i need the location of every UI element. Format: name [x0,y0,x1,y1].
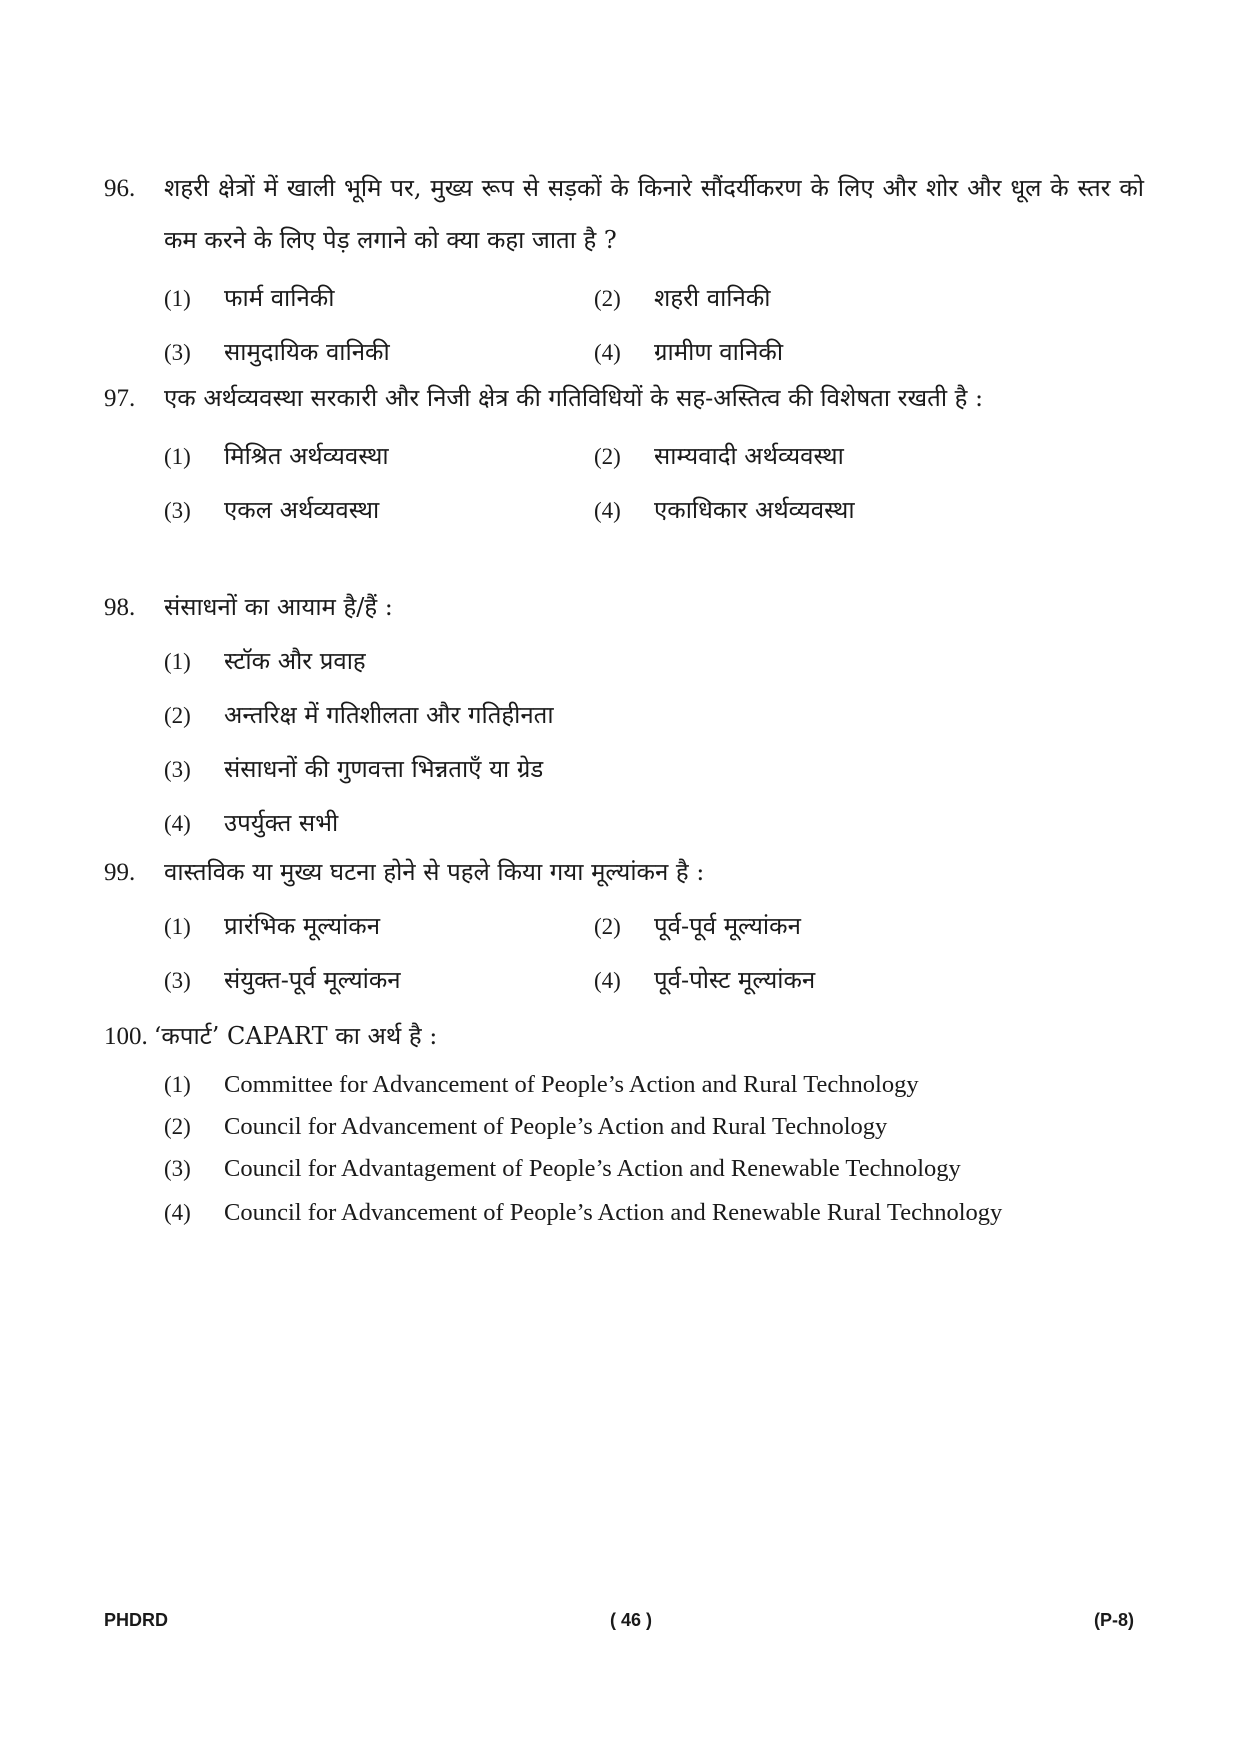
question-text: ‘कपार्ट’ CAPART का अर्थ है : [153,1022,438,1050]
paper-set: (P-8) [1094,1610,1134,1630]
option-1[interactable] [164,644,366,677]
option-text: Council for Advantagement of People’s Action and Renewable Technology [224,1155,961,1182]
option-label: (1) [164,285,191,311]
question-number: 97. [104,385,136,412]
option-4[interactable] [594,335,1024,368]
option-label: (4) [594,497,621,523]
option-label: (2) [594,285,621,311]
option-text: संसाधनों की गुणवत्ता भिन्नताएँ या ग्रेड [224,754,544,783]
option-label: (4) [164,810,191,836]
option-1[interactable] [164,1071,919,1099]
question-text: शहरी क्षेत्रों में खाली भूमि पर, मुख्य रूप से सड़कों के किनारे सौंदर्यीकरण के लिए और शोर और धूल के स्तर को कम करने के लिए पेड़ लगाने को क्या कहा जाता है ? [164,174,1144,254]
page-number: ( 46 ) [610,1610,653,1630]
question-text: वास्तविक या मुख्य घटना होने से पहले किया गया मूल्यांकन है : [164,858,705,886]
options [164,270,1144,378]
option-label: (4) [164,1200,191,1225]
option-label: (4) [594,339,621,365]
options [164,428,1144,536]
option-text: शहरी वानिकी [654,283,771,312]
option-label: (2) [594,443,621,469]
option-2[interactable] [164,1113,887,1141]
option-3[interactable] [164,752,543,785]
question-number: 99. [104,859,136,886]
option-label: (2) [164,1114,191,1139]
option-label: (2) [164,702,191,728]
option-label: (3) [164,1156,191,1181]
option-1[interactable] [164,439,594,472]
option-text: स्टॉक और प्रवाह [224,646,366,675]
option-text: फार्म वानिकी [224,283,335,312]
question-number: 98. [104,594,136,621]
option-label: (1) [164,648,191,674]
option-label: (3) [164,339,191,365]
option-2[interactable] [164,698,554,731]
question-number: 100. [104,1023,148,1050]
option-text: प्रारंभिक मूल्यांकन [224,911,381,940]
option-4[interactable] [594,493,1024,526]
option-text: Council for Advancement of People’s Action and Renewable Rural Technology [224,1199,1003,1226]
paper-code: PHDRD [104,1610,169,1630]
option-2[interactable] [594,281,1024,314]
options [164,1064,1144,1236]
option-text: सामुदायिक वानिकी [224,337,390,366]
option-3[interactable] [164,335,594,368]
option-label: (2) [594,913,621,939]
option-text: Council for Advancement of People’s Action and Rural Technology [224,1113,888,1140]
option-3[interactable] [164,493,594,526]
option-text: पूर्व-पोस्ट मूल्यांकन [654,965,816,994]
question-98 [104,581,1144,849]
question-96 [104,162,1144,378]
option-label: (3) [164,497,191,523]
option-text: साम्यवादी अर्थव्यवस्था [654,441,844,470]
page-footer [104,1610,1134,1631]
option-label: (1) [164,443,191,469]
option-text: ग्रामीण वानिकी [654,337,784,366]
option-label: (4) [594,967,621,993]
option-3[interactable] [164,1155,961,1183]
question-text: एक अर्थव्यवस्था सरकारी और निजी क्षेत्र की गतिविधियों के सह-अस्तित्व की विशेषता रखती है : [164,384,984,412]
option-label: (3) [164,967,191,993]
option-text: Committee for Advancement of People’s Action and Rural Technology [224,1071,919,1098]
option-2[interactable] [594,439,1024,472]
option-text: एकाधिकार अर्थव्यवस्था [654,495,855,524]
option-4[interactable] [164,1199,1002,1227]
option-text: एकल अर्थव्यवस्था [224,495,380,524]
option-label: (1) [164,913,191,939]
option-3[interactable] [164,963,594,996]
option-label: (3) [164,756,191,782]
question-number: 96. [104,175,136,202]
option-1[interactable] [164,281,594,314]
question-99 [104,846,1144,1006]
option-label: (1) [164,1072,191,1097]
option-text: मिश्रित अर्थव्यवस्था [224,441,389,470]
options [164,898,1144,1006]
option-1[interactable] [164,909,594,942]
option-text: अन्तरिक्ष में गतिशीलता और गतिहीनता [224,700,554,729]
question-text: संसाधनों का आयाम है/हैं : [164,593,393,621]
question-97 [104,372,1144,536]
option-4[interactable] [594,963,1024,996]
option-text: पूर्व-पूर्व मूल्यांकन [654,911,801,940]
question-100 [104,1010,1144,1236]
option-text: संयुक्त-पूर्व मूल्यांकन [224,965,401,994]
options [164,633,1144,849]
option-text: उपर्युक्त सभी [224,808,339,837]
option-4[interactable] [164,806,338,839]
option-2[interactable] [594,909,1024,942]
